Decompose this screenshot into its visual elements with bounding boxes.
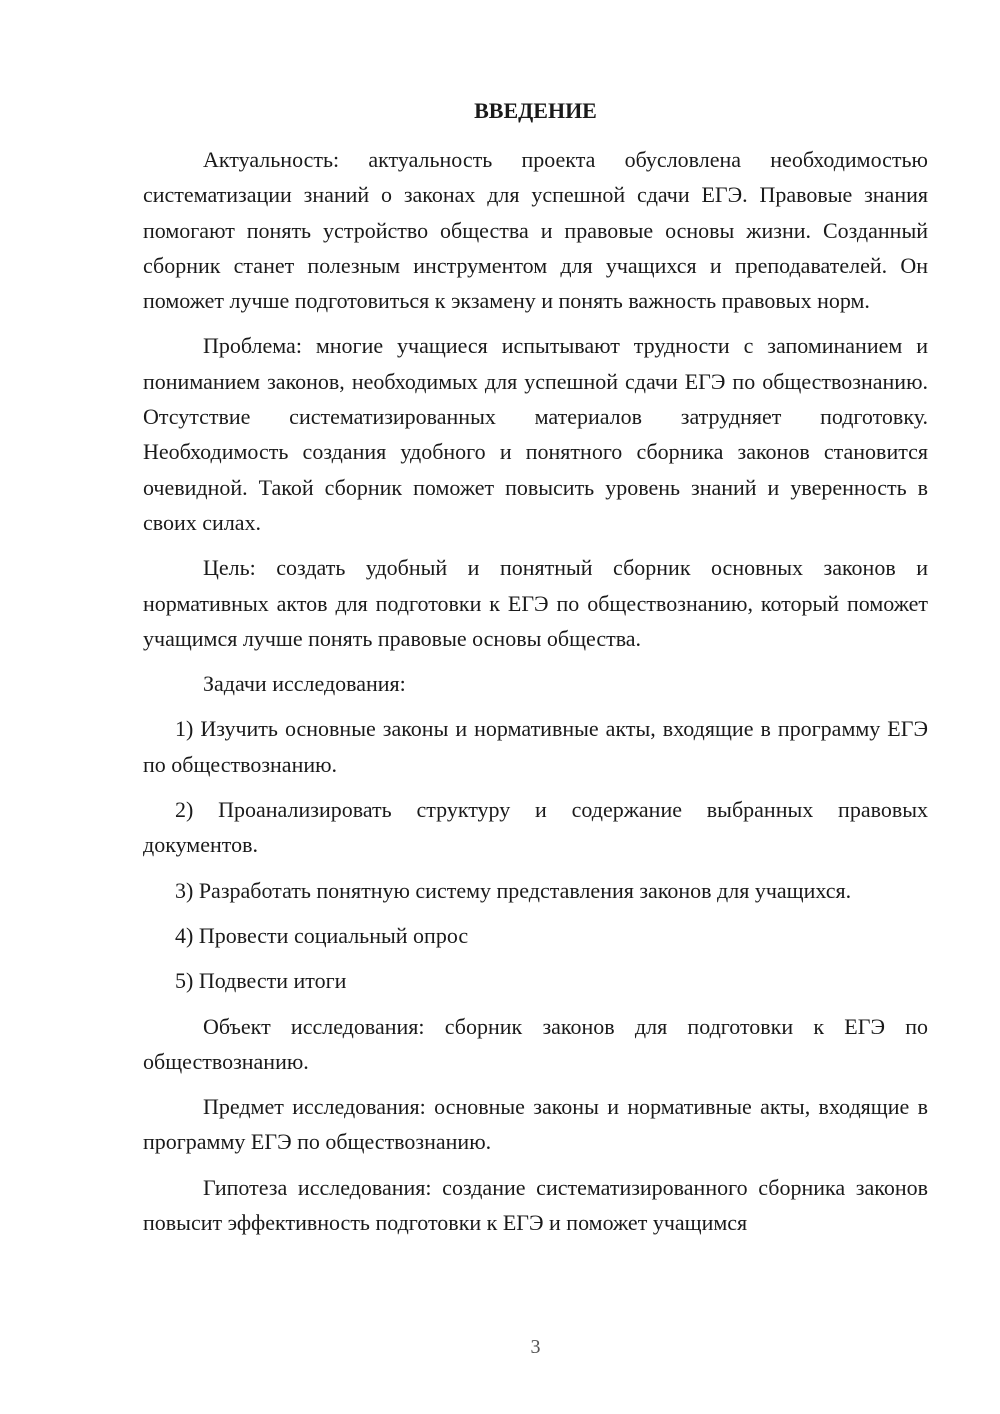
subject-paragraph: Предмет исследования: основные законы и нормативные акты, входящие в программу ЕГЭ по обществознанию. xyxy=(143,1094,928,1155)
hypothesis-paragraph: Гипотеза исследования: создание систематизированного сборника законов повысит эффективность подготовки к ЕГЭ и поможет учащимся xyxy=(143,1174,928,1236)
task-item: 2) Проанализировать структуру и содержание выбранных правовых документов. xyxy=(143,797,928,858)
document-page xyxy=(143,0,928,1414)
task-item: 1) Изучить основные законы и нормативные акты, входящие в программу ЕГЭ по обществознанию. xyxy=(143,716,928,777)
task-item: 3) Разработать понятную систему представления законов для учащихся. xyxy=(175,877,852,903)
document-body xyxy=(143,142,928,1250)
relevance-paragraph: Актуальность: актуальность проекта обусловлена необходимостью систематизации знаний о законах для успешной сдачи ЕГЭ. Правовые знания помогают понять устройство общества и правовые основы жизни. Созданный сборник станет полезным инструментом для учащихся и преподавателей. Он поможет лучше подготовиться к экзамену и понять важность правовых норм. xyxy=(143,147,928,314)
problem-paragraph: Проблема: многие учащиеся испытывают трудности с запоминанием и пониманием законов, необходимых для успешной сдачи ЕГЭ по обществознанию. Отсутствие систематизированных материалов затрудняет подготовку. Необходимость создания удобного и понятного сборника законов становится очевидной. Такой сборник поможет повысить уровень знаний и уверенность в своих силах. xyxy=(143,333,928,535)
goal-paragraph: Цель: создать удобный и понятный сборник основных законов и нормативных актов для подготовки к ЕГЭ по обществознанию, который поможет учащимся лучше понять правовые основы общества. xyxy=(143,555,928,651)
object-paragraph: Объект исследования: сборник законов для подготовки к ЕГЭ по обществознанию. xyxy=(143,1013,928,1074)
page-number: 3 xyxy=(530,1336,541,1358)
task-item: 4) Провести социальный опрос xyxy=(175,922,469,948)
page-title: ВВЕДЕНИЕ xyxy=(474,98,597,123)
task-item: 5) Подвести итоги xyxy=(175,968,347,994)
tasks-heading: Задачи исследования: xyxy=(203,671,406,697)
